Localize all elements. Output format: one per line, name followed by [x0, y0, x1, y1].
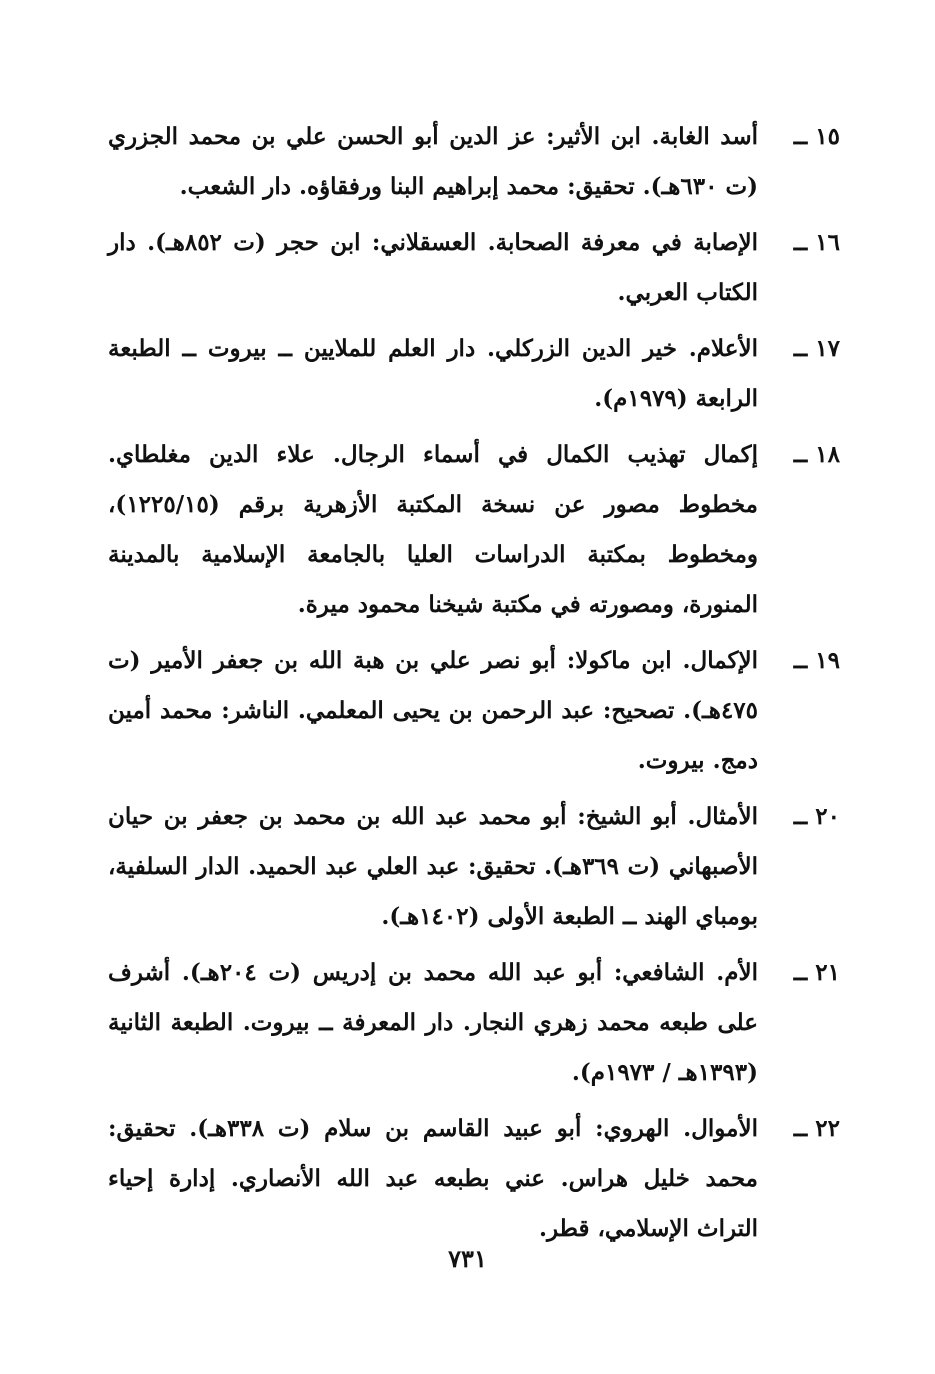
bibliography-entry-16 [108, 218, 840, 318]
page-number: ٧٣١ [448, 1244, 487, 1273]
entry-number: ١٩ــ [793, 647, 840, 674]
entry-text: الإصابة في معرفة الصحابة. العسقلاني: ابن حجر (ت ٨٥٢هـ). دار الكتاب العربي. [108, 229, 758, 306]
entry-number: ١٧ــ [793, 335, 840, 362]
bibliography-list [108, 112, 840, 1260]
entry-number: ٢٠ــ [793, 803, 840, 830]
bibliography-entry-18 [108, 430, 840, 630]
bibliography-entry-22 [108, 1104, 840, 1254]
entry-text: الأمثال. أبو الشيخ: أبو محمد عبد الله بن محمد بن جعفر بن حيان الأصبهاني (ت ٣٦٩هـ). تحقيق: عبد العلي عبد الحميد. الدار السلفية، بومباي الهند ــ الطبعة الأولى (١٤٠٢هـ). [108, 803, 758, 930]
entry-text: إكمال تهذيب الكمال في أسماء الرجال. علاء الدين مغلطاي. مخطوط مصور عن نسخة المكتبة الأزهرية برقم (١٢٢٥/١٥)، ومخطوط بمكتبة الدراسات العليا بالجامعة الإسلامية بالمدينة المنورة، ومصورته في مكتبة شيخنا محمود ميرة. [108, 441, 758, 618]
bibliography-entry-15 [108, 112, 840, 212]
entry-number: ٢١ــ [793, 959, 840, 986]
entry-text: الأعلام. خير الدين الزركلي. دار العلم للملايين ــ بيروت ــ الطبعة الرابعة (١٩٧٩م). [108, 335, 758, 412]
entry-text: الأموال. الهروي: أبو عبيد القاسم بن سلام (ت ٣٣٨هـ). تحقيق: محمد خليل هراس. عني بطبعه عبد الله الأنصاري. إدارة إحياء التراث الإسلامي، قطر. [108, 1115, 758, 1242]
entry-number: ٢٢ــ [793, 1115, 840, 1142]
entry-number: ١٦ــ [793, 229, 840, 256]
entry-number: ١٨ــ [793, 441, 840, 468]
entry-text: أسد الغابة. ابن الأثير: عز الدين أبو الحسن علي بن محمد الجزري (ت ٦٣٠هـ). تحقيق: محمد إبراهيم البنا ورفقاؤه. دار الشعب. [108, 123, 758, 200]
entry-text: الإكمال. ابن ماكولا: أبو نصر علي بن هبة الله بن جعفر الأمير (ت ٤٧٥هـ). تصحيح: عبد الرحمن بن يحيى المعلمي. الناشر: محمد أمين دمج. بيروت. [108, 647, 758, 774]
bibliography-entry-21 [108, 948, 840, 1098]
bibliography-entry-19 [108, 636, 840, 786]
bibliography-entry-17 [108, 324, 840, 424]
bibliography-entry-20 [108, 792, 840, 942]
entry-number: ١٥ــ [793, 123, 840, 150]
entry-text: الأم. الشافعي: أبو عبد الله محمد بن إدريس (ت ٢٠٤هـ). أشرف على طبعه محمد زهري النجار. دار المعرفة ــ بيروت. الطبعة الثانية (١٣٩٣هـ / ١٩٧٣م). [108, 959, 758, 1086]
